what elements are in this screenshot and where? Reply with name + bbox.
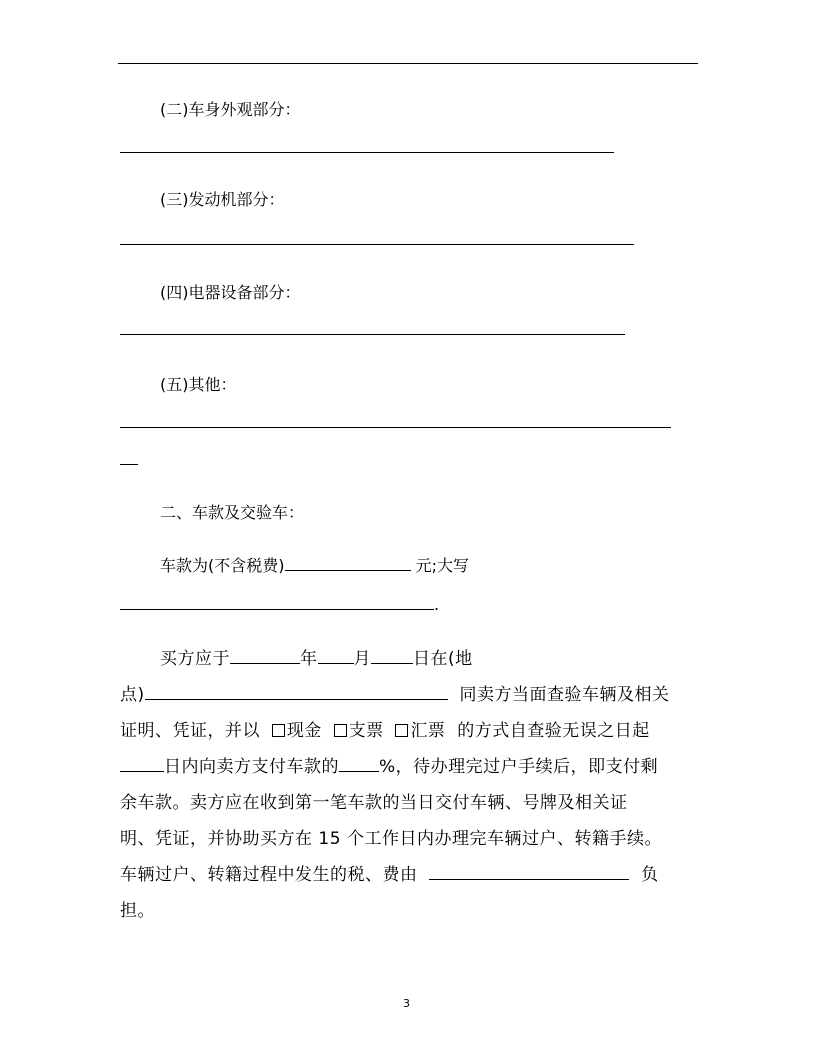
draft-label: 汇票 [410,721,446,741]
percent-blank [339,756,379,772]
year-blank [230,648,300,664]
para-line-1 [160,648,473,670]
p7-text-b: 负 [641,865,659,885]
section-engine-heading: (三)发动机部分： [160,190,285,209]
p3-text-b: 的方式自查验无误之日起 [457,721,650,741]
capital-amount-end: . [434,595,440,614]
body-answer-line [120,152,614,153]
p3-text: 证明、凭证，并以 [120,721,260,741]
capital-amount-blank [120,594,434,610]
cash-checkbox[interactable] [272,724,285,737]
price-blank [285,555,411,571]
price-prefix: 车款为(不含税费) [160,556,285,575]
location-blank [145,684,448,700]
price-line [160,555,469,576]
other-answer-line [120,427,671,428]
draft-checkbox[interactable] [395,724,408,737]
p2-text: 点) [120,685,145,705]
page-number: 3 [403,997,410,1010]
price-suffix: 元;大写 [415,556,469,575]
engine-answer-line [120,244,634,245]
day-label: 日在(地 [413,649,473,669]
para-line-4 [120,756,658,778]
electrical-answer-line [120,334,625,335]
days-blank [120,756,164,772]
para-line-8: 担。 [120,901,155,921]
header-rule [118,63,698,64]
p2-text-b: 同卖方当面查验车辆及相关 [459,685,670,705]
day-blank [371,648,413,664]
para-line-5: 余车款。卖方应在收到第一笔车款的当日交付车辆、号牌及相关证 [120,793,628,813]
para-line-7 [120,864,659,886]
section-body-heading: (二)车身外观部分： [160,100,301,119]
para-line-3 [120,720,650,742]
year-label: 年 [300,649,318,669]
section-electrical-heading: (四)电器设备部分： [160,283,301,302]
tax-payer-blank [429,864,629,880]
check-checkbox[interactable] [334,724,347,737]
para-line-6: 明、凭证，并协助买方在 15 个工作日内办理完车辆过户、转籍手续。 [120,829,662,849]
other-answer-line-continued [120,464,138,465]
section-other-heading: (五)其他： [160,375,237,394]
p4-text-b: %，待办理完过户手续后，即支付剩 [379,757,659,777]
month-label: 月 [353,649,371,669]
para-line-2 [120,684,669,706]
check-label: 支票 [348,721,384,741]
month-blank [318,648,354,664]
capital-amount-line [120,594,439,615]
p7-text: 车辆过户、转籍过程中发生的税、费由 [120,865,418,885]
p1-text: 买方应于 [160,649,230,669]
payment-heading: 二、车款及交验车： [160,503,305,522]
p4-text: 日内向卖方支付车款的 [164,757,339,777]
cash-label: 现金 [286,721,322,741]
